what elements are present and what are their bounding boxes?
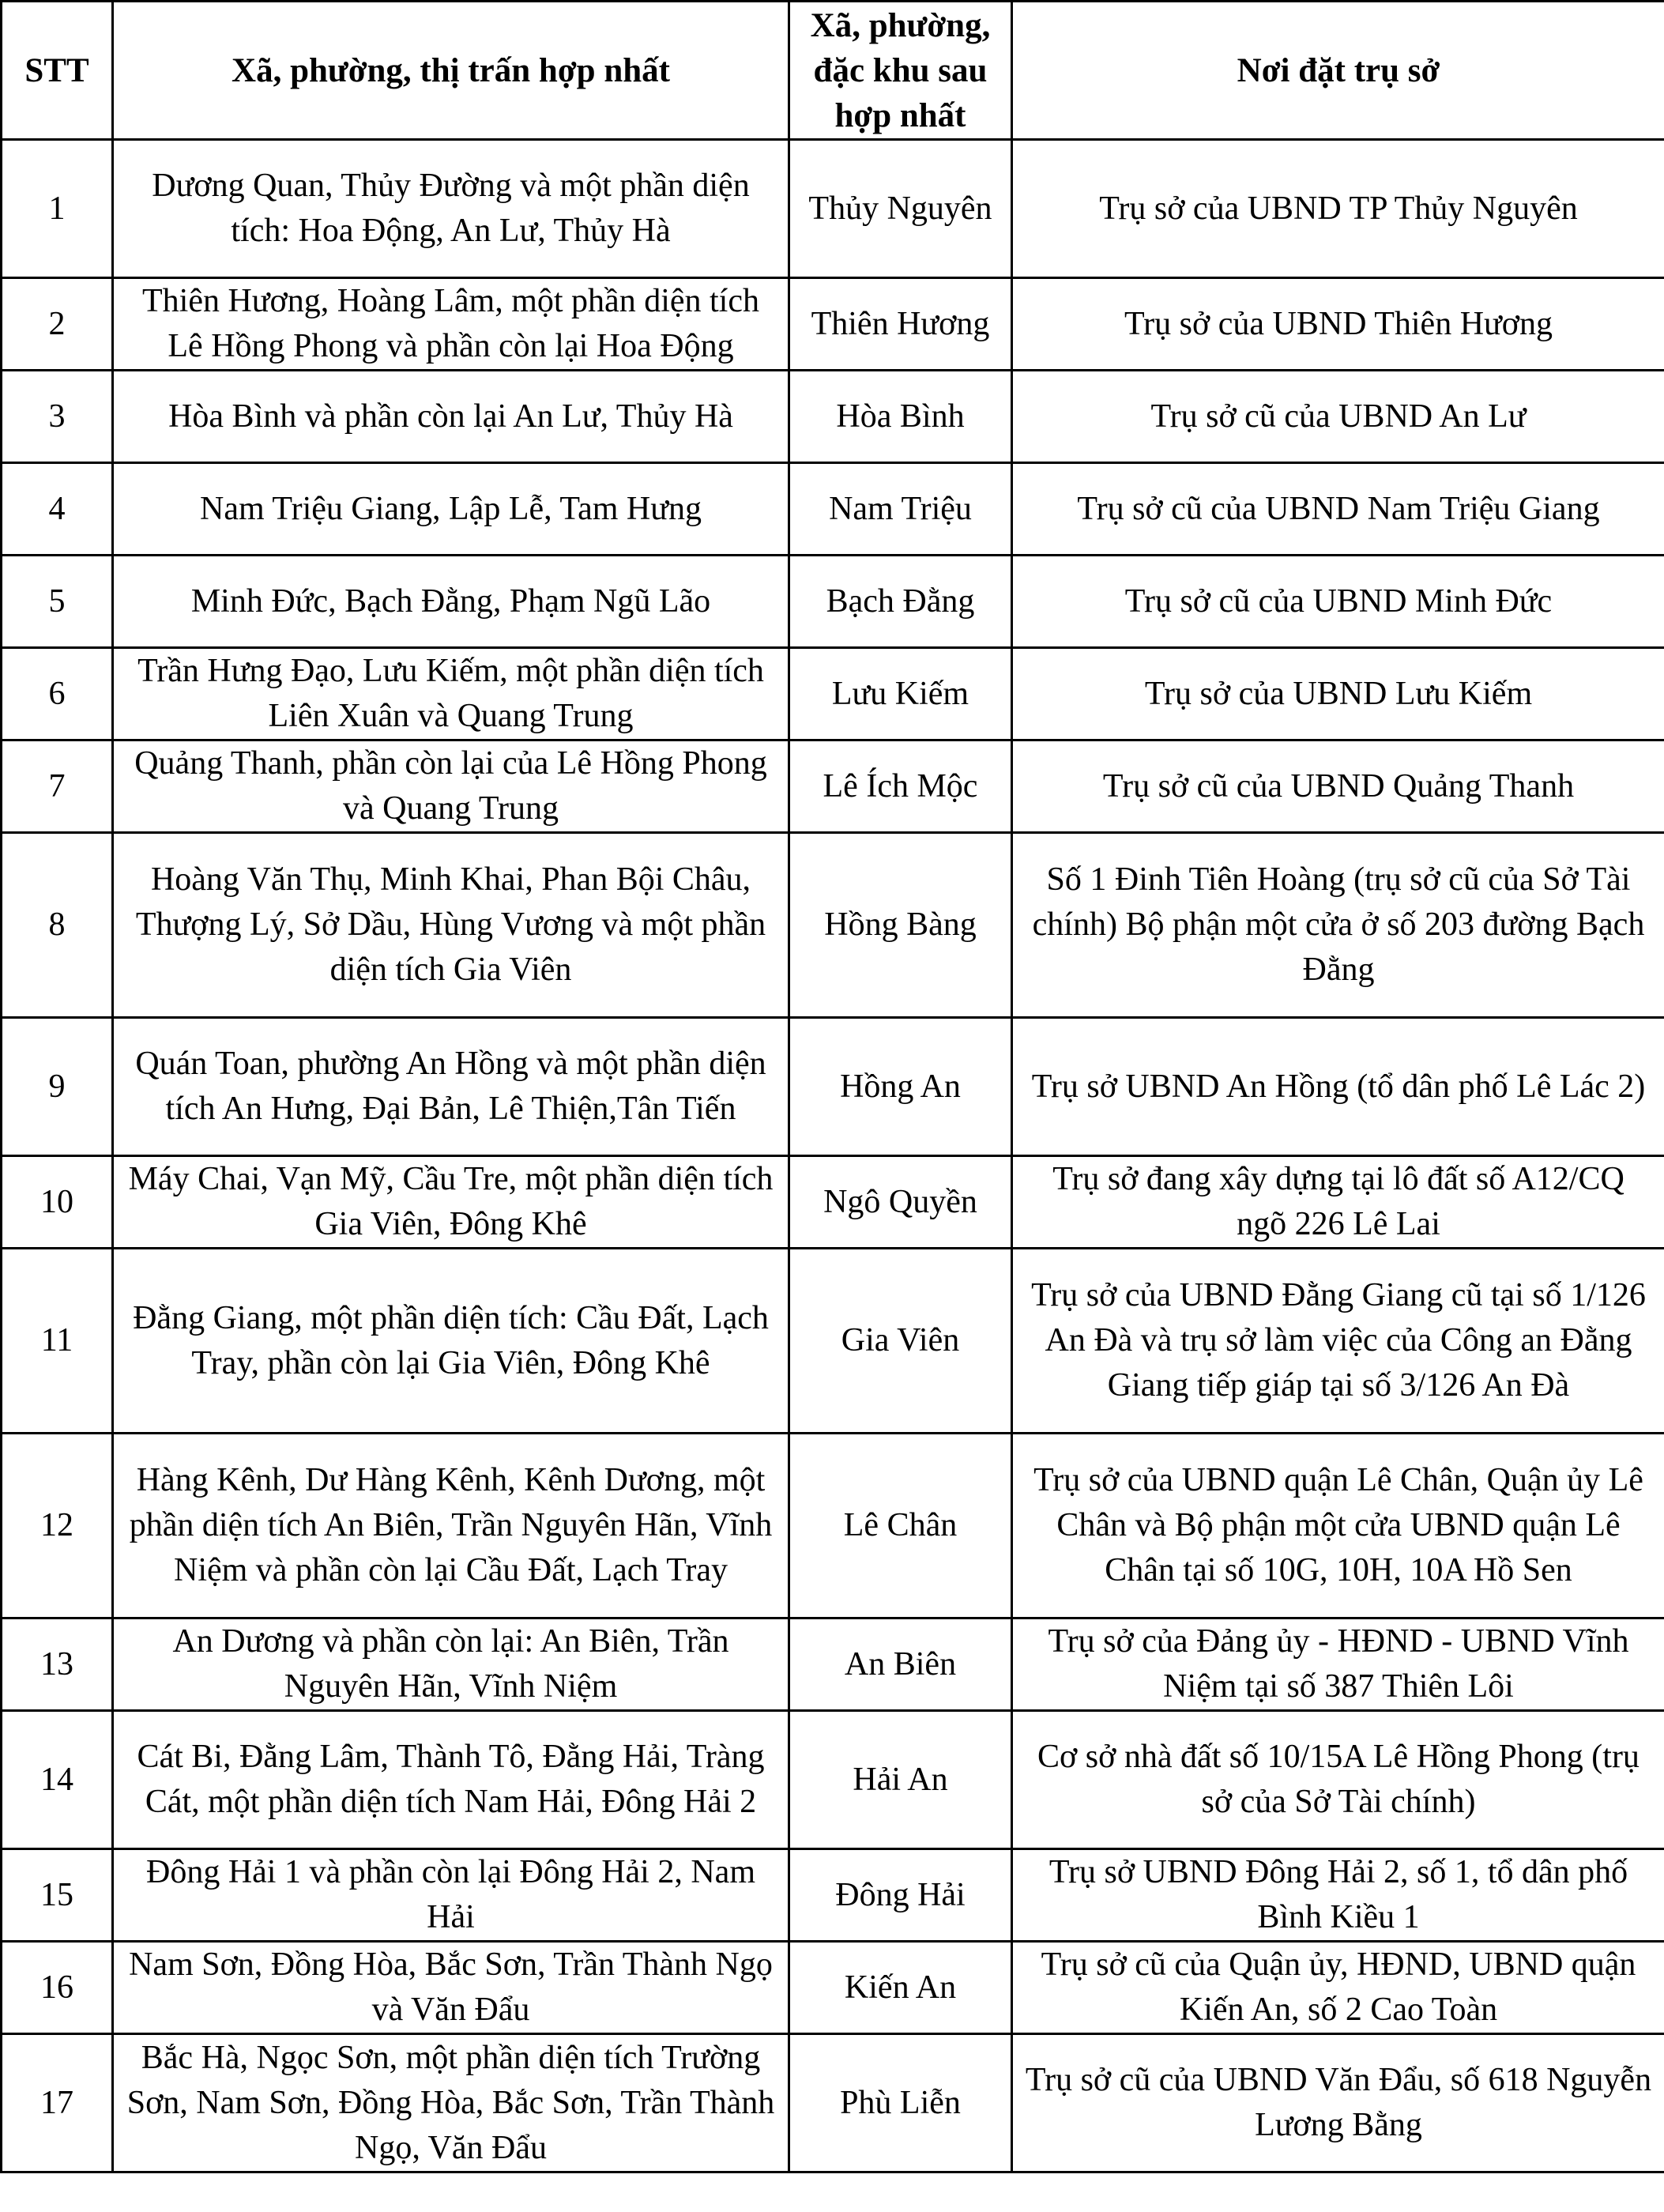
row-office: Cơ sở nhà đất số 10/15A Lê Hồng Phong (trụ sở của Sở Tài chính) [1012, 1711, 1664, 1849]
row-stt: 2 [2, 278, 113, 371]
row-office: Trụ sở của UBND quận Lê Chân, Quận ủy Lê Chân và Bộ phận một cửa UBND quận Lê Chân tại số 10G, 10H, 10A Hồ Sen [1012, 1434, 1664, 1618]
row-stt: 17 [2, 2034, 113, 2172]
row-new-unit: Hải An [789, 1711, 1012, 1849]
row-new-unit: Kiến An [789, 1942, 1012, 2034]
row-merged-units: Đằng Giang, một phần diện tích: Cầu Đất, Lạch Tray, phần còn lại Gia Viên, Đông Khê [113, 1249, 789, 1434]
table-row [2, 371, 1664, 463]
row-merged-units: Minh Đức, Bạch Đằng, Phạm Ngũ Lão [113, 556, 789, 648]
table-row [2, 1618, 1664, 1711]
row-merged-units: Quảng Thanh, phần còn lại của Lê Hồng Phong và Quang Trung [113, 740, 789, 833]
row-merged-units: Quán Toan, phường An Hồng và một phần diện tích An Hưng, Đại Bản, Lê Thiện,Tân Tiến [113, 1018, 789, 1156]
header-new-unit: Xã, phường, đặc khu sau hợp nhất [789, 2, 1012, 140]
row-office: Số 1 Đinh Tiên Hoàng (trụ sở cũ của Sở Tài chính) Bộ phận một cửa ở số 203 đường Bạch Đằng [1012, 833, 1664, 1018]
row-stt: 4 [2, 463, 113, 556]
row-merged-units: Trần Hưng Đạo, Lưu Kiếm, một phần diện tích Liên Xuân và Quang Trung [113, 648, 789, 740]
row-new-unit: Lưu Kiếm [789, 648, 1012, 740]
row-office: Trụ sở cũ của UBND An Lư [1012, 371, 1664, 463]
row-merged-units: An Dương và phần còn lại: An Biên, Trần Nguyên Hãn, Vĩnh Niệm [113, 1618, 789, 1711]
row-new-unit: Thủy Nguyên [789, 140, 1012, 278]
row-stt: 5 [2, 556, 113, 648]
table-row [2, 556, 1664, 648]
row-office: Trụ sở cũ của UBND Nam Triệu Giang [1012, 463, 1664, 556]
row-merged-units: Đông Hải 1 và phần còn lại Đông Hải 2, Nam Hải [113, 1849, 789, 1942]
row-new-unit: Ngô Quyền [789, 1156, 1012, 1249]
row-merged-units: Máy Chai, Vạn Mỹ, Cầu Tre, một phần diện tích Gia Viên, Đông Khê [113, 1156, 789, 1249]
table-row [2, 463, 1664, 556]
row-office: Trụ sở cũ của Quận ủy, HĐND, UBND quận Kiến An, số 2 Cao Toàn [1012, 1942, 1664, 2034]
table-row [2, 1434, 1664, 1618]
row-new-unit: Hồng Bàng [789, 833, 1012, 1018]
table-row [2, 1156, 1664, 1249]
table-row [2, 1249, 1664, 1434]
row-office: Trụ sở của UBND TP Thủy Nguyên [1012, 140, 1664, 278]
row-stt: 14 [2, 1711, 113, 1849]
row-new-unit: Lê Chân [789, 1434, 1012, 1618]
row-stt: 13 [2, 1618, 113, 1711]
row-stt: 3 [2, 371, 113, 463]
header-office: Nơi đặt trụ sở [1012, 2, 1664, 140]
row-office: Trụ sở đang xây dựng tại lô đất số A12/CQ ngõ 226 Lê Lai [1012, 1156, 1664, 1249]
row-stt: 10 [2, 1156, 113, 1249]
table-row [2, 1942, 1664, 2034]
table-row [2, 740, 1664, 833]
row-stt: 16 [2, 1942, 113, 2034]
row-stt: 12 [2, 1434, 113, 1618]
row-stt: 8 [2, 833, 113, 1018]
row-merged-units: Cát Bi, Đằng Lâm, Thành Tô, Đằng Hải, Tràng Cát, một phần diện tích Nam Hải, Đông Hải 2 [113, 1711, 789, 1849]
row-new-unit: An Biên [789, 1618, 1012, 1711]
row-merged-units: Dương Quan, Thủy Đường và một phần diện tích: Hoa Động, An Lư, Thủy Hà [113, 140, 789, 278]
row-new-unit: Gia Viên [789, 1249, 1012, 1434]
row-stt: 7 [2, 740, 113, 833]
table-row [2, 1711, 1664, 1849]
row-new-unit: Bạch Đằng [789, 556, 1012, 648]
row-new-unit: Nam Triệu [789, 463, 1012, 556]
table-row [2, 278, 1664, 371]
row-new-unit: Hồng An [789, 1018, 1012, 1156]
row-office: Trụ sở của UBND Lưu Kiếm [1012, 648, 1664, 740]
row-office: Trụ sở của UBND Đằng Giang cũ tại số 1/126 An Đà và trụ sở làm việc của Công an Đằng Giang tiếp giáp tại số 3/126 An Đà [1012, 1249, 1664, 1434]
row-stt: 1 [2, 140, 113, 278]
row-office: Trụ sở cũ của UBND Quảng Thanh [1012, 740, 1664, 833]
row-office: Trụ sở UBND Đông Hải 2, số 1, tổ dân phố Bình Kiều 1 [1012, 1849, 1664, 1942]
row-merged-units: Thiên Hương, Hoàng Lâm, một phần diện tích Lê Hồng Phong và phần còn lại Hoa Động [113, 278, 789, 371]
row-new-unit: Đông Hải [789, 1849, 1012, 1942]
header-stt: STT [2, 2, 113, 140]
table-row [2, 648, 1664, 740]
table-row [2, 2034, 1664, 2172]
table-row [2, 1849, 1664, 1942]
table-row [2, 140, 1664, 278]
row-stt: 15 [2, 1849, 113, 1942]
row-office: Trụ sở của UBND Thiên Hương [1012, 278, 1664, 371]
row-new-unit: Phù Liễn [789, 2034, 1012, 2172]
row-office: Trụ sở cũ của UBND Văn Đẩu, số 618 Nguyễn Lương Bằng [1012, 2034, 1664, 2172]
row-stt: 9 [2, 1018, 113, 1156]
row-merged-units: Hoàng Văn Thụ, Minh Khai, Phan Bội Châu, Thượng Lý, Sở Dầu, Hùng Vương và một phần diện tích Gia Viên [113, 833, 789, 1018]
row-new-unit: Thiên Hương [789, 278, 1012, 371]
row-stt: 11 [2, 1249, 113, 1434]
table-body [2, 140, 1664, 2172]
row-merged-units: Nam Sơn, Đồng Hòa, Bắc Sơn, Trần Thành Ngọ và Văn Đẩu [113, 1942, 789, 2034]
row-merged-units: Hàng Kênh, Dư Hàng Kênh, Kênh Dương, một phần diện tích An Biên, Trần Nguyên Hãn, Vĩnh Niệm và phần còn lại Cầu Đất, Lạch Tray [113, 1434, 789, 1618]
header-row [2, 2, 1664, 140]
row-stt: 6 [2, 648, 113, 740]
table-row [2, 1018, 1664, 1156]
row-merged-units: Nam Triệu Giang, Lập Lễ, Tam Hưng [113, 463, 789, 556]
row-new-unit: Hòa Bình [789, 371, 1012, 463]
row-merged-units: Bắc Hà, Ngọc Sơn, một phần diện tích Trường Sơn, Nam Sơn, Đồng Hòa, Bắc Sơn, Trần Thành Ngọ, Văn Đẩu [113, 2034, 789, 2172]
row-office: Trụ sở của Đảng ủy - HĐND - UBND Vĩnh Niệm tại số 387 Thiên Lôi [1012, 1618, 1664, 1711]
row-office: Trụ sở UBND An Hồng (tổ dân phố Lê Lác 2) [1012, 1018, 1664, 1156]
row-new-unit: Lê Ích Mộc [789, 740, 1012, 833]
header-merged-units: Xã, phường, thị trấn hợp nhất [113, 2, 789, 140]
table-row [2, 833, 1664, 1018]
row-office: Trụ sở cũ của UBND Minh Đức [1012, 556, 1664, 648]
row-merged-units: Hòa Bình và phần còn lại An Lư, Thủy Hà [113, 371, 789, 463]
